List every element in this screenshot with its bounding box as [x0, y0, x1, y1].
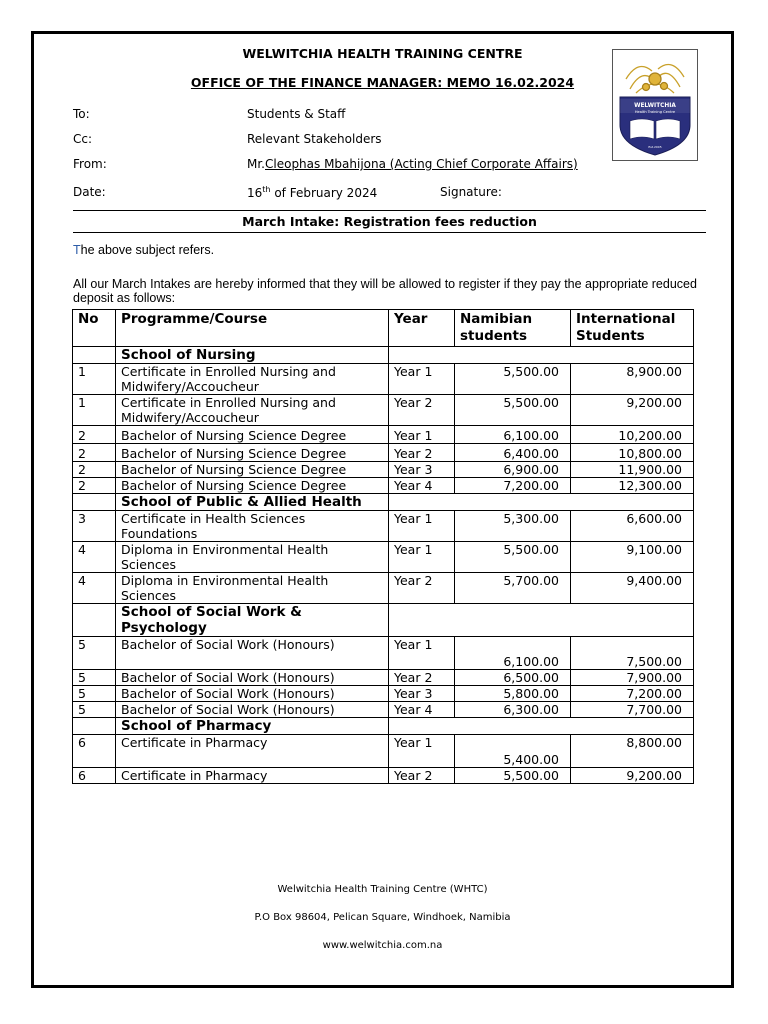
from-prefix: Mr.	[247, 157, 265, 171]
body-paragraph-1-text: he above subject refers.	[80, 243, 215, 257]
cell-no: 5	[73, 686, 116, 702]
column-header-no: No	[73, 310, 116, 347]
cell-no: 2	[73, 426, 116, 444]
cell-year: Year 2	[389, 573, 455, 604]
school-name: School of Social Work & Psychology	[116, 604, 389, 637]
table-row	[73, 364, 694, 395]
memo-subject: March Intake: Registration fees reduction	[242, 214, 537, 229]
cell-international: 9,100.00	[571, 542, 694, 573]
school-row	[73, 494, 694, 511]
cell-namibian: 6,100.00	[455, 426, 571, 444]
cell-year: Year 2	[389, 670, 455, 686]
column-header-namibian: Namibian students	[455, 310, 571, 347]
cell-namibian: 7,200.00	[455, 478, 571, 494]
date-day: 16	[247, 186, 263, 200]
cell-year: Year 3	[389, 686, 455, 702]
institution-logo	[612, 49, 698, 161]
column-header-programme: Programme/Course	[116, 310, 389, 347]
cell-programme: Certificate in Pharmacy	[116, 735, 389, 768]
cell-namibian: 5,500.00	[455, 768, 571, 784]
cell-year: Year 1	[389, 637, 455, 670]
table-row	[73, 511, 694, 542]
cell-programme: Bachelor of Nursing Science Degree	[116, 426, 389, 444]
cell-international: 7,200.00	[571, 686, 694, 702]
cell-namibian: 6,900.00	[455, 462, 571, 478]
footer-organization: Welwitchia Health Training Centre (WHTC)	[277, 884, 488, 895]
organization-title: WELWITCHIA HEALTH TRAINING CENTRE	[242, 46, 523, 61]
table-row	[73, 670, 694, 686]
footer-website: www.welwitchia.com.na	[322, 940, 443, 951]
cell-programme: Diploma in Environmental Health Sciences	[116, 573, 389, 604]
cell-namibian: 5,400.00	[455, 735, 571, 768]
cell-no: 2	[73, 444, 116, 462]
cell-programme: Bachelor of Nursing Science Degree	[116, 462, 389, 478]
cell-international: 8,800.00	[571, 735, 694, 768]
cell-international: 7,700.00	[571, 702, 694, 718]
date-label: Date:	[73, 185, 106, 199]
cell-no: 2	[73, 462, 116, 478]
cell-programme: Bachelor of Social Work (Honours)	[116, 670, 389, 686]
body-paragraph-1	[73, 243, 214, 257]
cell-no: 1	[73, 395, 116, 426]
cc-label: Cc:	[73, 132, 93, 146]
cell-year: Year 2	[389, 395, 455, 426]
school-row	[73, 718, 694, 735]
cell-international: 6,600.00	[571, 511, 694, 542]
cell-namibian: 5,500.00	[455, 364, 571, 395]
date-rest: of February 2024	[270, 186, 378, 200]
to-label: To:	[73, 107, 90, 121]
table-row	[73, 462, 694, 478]
cell-programme: Bachelor of Social Work (Honours)	[116, 702, 389, 718]
cell-programme: Certificate in Enrolled Nursing and Midwifery/Accoucheur	[116, 395, 389, 426]
cell-programme: Certificate in Pharmacy	[116, 768, 389, 784]
table-row	[73, 395, 694, 426]
table-row	[73, 444, 694, 462]
cell-year: Year 3	[389, 462, 455, 478]
cell-programme: Bachelor of Social Work (Honours)	[116, 637, 389, 670]
cell-namibian: 6,300.00	[455, 702, 571, 718]
table-row	[73, 426, 694, 444]
logo-established: Est.2005	[648, 145, 662, 149]
cell-international: 9,200.00	[571, 768, 694, 784]
cell-no: 3	[73, 511, 116, 542]
cell-international: 12,300.00	[571, 478, 694, 494]
cell-international: 9,200.00	[571, 395, 694, 426]
cell-year: Year 2	[389, 768, 455, 784]
column-header-year: Year	[389, 310, 455, 347]
cell-namibian: 5,800.00	[455, 686, 571, 702]
school-name: School of Nursing	[116, 347, 389, 364]
cell-year: Year 2	[389, 444, 455, 462]
column-header-international: International Students	[571, 310, 694, 347]
signature-label: Signature:	[440, 185, 502, 199]
table-row	[73, 686, 694, 702]
cell-programme: Bachelor of Nursing Science Degree	[116, 444, 389, 462]
footer-address: P.O Box 98604, Pelican Square, Windhoek, Namibia	[254, 912, 511, 923]
cell-year: Year 4	[389, 478, 455, 494]
cell-namibian: 6,400.00	[455, 444, 571, 462]
cell-no: 5	[73, 670, 116, 686]
cell-namibian: 5,300.00	[455, 511, 571, 542]
cell-international: 7,500.00	[571, 637, 694, 670]
cell-international: 7,900.00	[571, 670, 694, 686]
table-row	[73, 768, 694, 784]
cell-programme: Bachelor of Nursing Science Degree	[116, 478, 389, 494]
crest-icon	[612, 49, 698, 161]
table-row	[73, 637, 694, 670]
cell-no: 1	[73, 364, 116, 395]
cell-international: 8,900.00	[571, 364, 694, 395]
cell-year: Year 1	[389, 542, 455, 573]
school-row	[73, 604, 694, 637]
cell-no: 4	[73, 573, 116, 604]
cell-year: Year 1	[389, 511, 455, 542]
cell-programme: Certificate in Enrolled Nursing and Midwifery/Accoucheur	[116, 364, 389, 395]
cell-namibian: 5,700.00	[455, 573, 571, 604]
cell-no: 4	[73, 542, 116, 573]
cell-programme: Bachelor of Social Work (Honours)	[116, 686, 389, 702]
table-row	[73, 735, 694, 768]
cell-international: 11,900.00	[571, 462, 694, 478]
body-paragraph-2: All our March Intakes are hereby informed that they will be allowed to register if they pay the appropriate reduced deposit as follows:	[73, 277, 697, 305]
cell-namibian: 6,500.00	[455, 670, 571, 686]
cell-year: Year 1	[389, 735, 455, 768]
cell-namibian: 5,500.00	[455, 395, 571, 426]
school-row	[73, 347, 694, 364]
logo-subtitle: Health Training Centre	[634, 110, 676, 114]
cc-value: Relevant Stakeholders	[247, 132, 382, 146]
cell-international: 10,800.00	[571, 444, 694, 462]
subject-bottom-rule	[73, 232, 706, 233]
subject-top-rule	[73, 210, 706, 211]
cell-year: Year 1	[389, 426, 455, 444]
cell-international: 9,400.00	[571, 573, 694, 604]
table-row	[73, 542, 694, 573]
to-value: Students & Staff	[247, 107, 346, 121]
cell-programme: Certificate in Health Sciences Foundations	[116, 511, 389, 542]
cell-no: 2	[73, 478, 116, 494]
cell-international: 10,200.00	[571, 426, 694, 444]
cell-no: 5	[73, 637, 116, 670]
date-value	[247, 185, 377, 200]
from-name: Cleophas Mbahijona (Acting Chief Corporate Affairs)	[265, 157, 578, 171]
cell-no: 5	[73, 702, 116, 718]
cell-no: 6	[73, 735, 116, 768]
cell-no: 6	[73, 768, 116, 784]
from-label: From:	[73, 157, 107, 171]
cell-namibian: 5,500.00	[455, 542, 571, 573]
table-row	[73, 702, 694, 718]
from-value	[247, 157, 578, 171]
logo-name: WELWITCHIA	[634, 103, 676, 109]
cell-year: Year 1	[389, 364, 455, 395]
school-name: School of Pharmacy	[116, 718, 389, 735]
drop-letter: T	[73, 243, 81, 257]
table-row	[73, 573, 694, 604]
table-row	[73, 478, 694, 494]
school-name: School of Public & Allied Health	[116, 494, 389, 511]
cell-programme: Diploma in Environmental Health Sciences	[116, 542, 389, 573]
cell-namibian: 6,100.00	[455, 637, 571, 670]
cell-year: Year 4	[389, 702, 455, 718]
fees-table	[72, 309, 694, 784]
date-suffix: th	[262, 185, 271, 194]
table-header-row	[73, 310, 694, 347]
memo-office-line: OFFICE OF THE FINANCE MANAGER: MEMO 16.02.2024	[190, 75, 575, 90]
